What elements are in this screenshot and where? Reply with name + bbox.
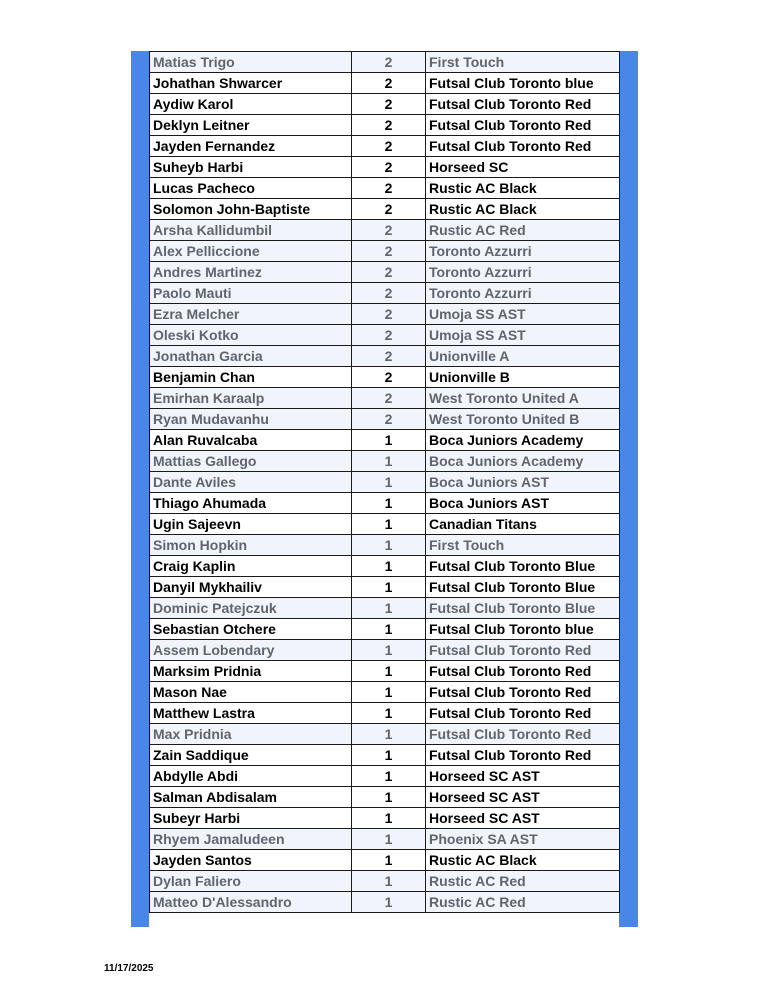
club-cell: Toronto Azzurri [426, 283, 620, 304]
player-name-cell: Matias Trigo [150, 52, 352, 73]
table-row [150, 304, 620, 325]
count-cell: 2 [352, 283, 426, 304]
count-cell: 2 [352, 304, 426, 325]
club-cell: West Toronto United A [426, 388, 620, 409]
count-cell: 1 [352, 577, 426, 598]
count-cell: 1 [352, 640, 426, 661]
club-cell: Toronto Azzurri [426, 262, 620, 283]
club-cell: Phoenix SA AST [426, 829, 620, 850]
table-row [150, 115, 620, 136]
club-cell: Futsal Club Toronto Red [426, 136, 620, 157]
club-cell: Rustic AC Red [426, 871, 620, 892]
table-row [150, 346, 620, 367]
table-row [150, 745, 620, 766]
table-row [150, 136, 620, 157]
table-row [150, 535, 620, 556]
count-cell: 1 [352, 766, 426, 787]
count-cell: 1 [352, 808, 426, 829]
count-cell: 1 [352, 451, 426, 472]
player-name-cell: Zain Saddique [150, 745, 352, 766]
player-name-cell: Matteo D'Alessandro [150, 892, 352, 913]
table-row [150, 325, 620, 346]
table-row [150, 598, 620, 619]
count-cell: 1 [352, 556, 426, 577]
player-name-cell: Deklyn Leitner [150, 115, 352, 136]
player-name-cell: Mattias Gallego [150, 451, 352, 472]
count-cell: 1 [352, 535, 426, 556]
count-cell: 2 [352, 136, 426, 157]
count-cell: 1 [352, 619, 426, 640]
count-cell: 2 [352, 262, 426, 283]
table-row [150, 157, 620, 178]
club-cell: Futsal Club Toronto Blue [426, 598, 620, 619]
player-name-cell: Lucas Pacheco [150, 178, 352, 199]
count-cell: 1 [352, 724, 426, 745]
count-cell: 2 [352, 409, 426, 430]
club-cell: Futsal Club Toronto blue [426, 73, 620, 94]
club-cell: Futsal Club Toronto Red [426, 745, 620, 766]
table-row [150, 94, 620, 115]
count-cell: 1 [352, 745, 426, 766]
player-name-cell: Max Pridnia [150, 724, 352, 745]
player-roster-table [149, 51, 620, 913]
count-cell: 2 [352, 178, 426, 199]
player-name-cell: Oleski Kotko [150, 325, 352, 346]
table-row [150, 619, 620, 640]
table-row [150, 577, 620, 598]
table-row [150, 178, 620, 199]
count-cell: 1 [352, 430, 426, 451]
count-cell: 1 [352, 787, 426, 808]
player-name-cell: Jayden Santos [150, 850, 352, 871]
club-cell: Boca Juniors Academy [426, 451, 620, 472]
table-row [150, 724, 620, 745]
player-name-cell: Abdylle Abdi [150, 766, 352, 787]
count-cell: 1 [352, 598, 426, 619]
count-cell: 2 [352, 220, 426, 241]
count-cell: 1 [352, 493, 426, 514]
club-cell: First Touch [426, 535, 620, 556]
player-name-cell: Matthew Lastra [150, 703, 352, 724]
club-cell: Horseed SC AST [426, 787, 620, 808]
player-name-cell: Dante Aviles [150, 472, 352, 493]
player-name-cell: Jonathan Garcia [150, 346, 352, 367]
table-row [150, 283, 620, 304]
count-cell: 1 [352, 829, 426, 850]
table-row [150, 73, 620, 94]
table-row [150, 199, 620, 220]
count-cell: 1 [352, 850, 426, 871]
club-cell: First Touch [426, 52, 620, 73]
club-cell: Futsal Club Toronto Red [426, 661, 620, 682]
club-cell: Futsal Club Toronto Red [426, 640, 620, 661]
player-name-cell: Emirhan Karaalp [150, 388, 352, 409]
table-row [150, 514, 620, 535]
player-name-cell: Jayden Fernandez [150, 136, 352, 157]
player-name-cell: Dominic Patejczuk [150, 598, 352, 619]
table-row [150, 829, 620, 850]
player-name-cell: Craig Kaplin [150, 556, 352, 577]
player-name-cell: Benjamin Chan [150, 367, 352, 388]
count-cell: 2 [352, 388, 426, 409]
player-name-cell: Ezra Melcher [150, 304, 352, 325]
count-cell: 2 [352, 241, 426, 262]
club-cell: Umoja SS AST [426, 304, 620, 325]
player-name-cell: Simon Hopkin [150, 535, 352, 556]
count-cell: 2 [352, 199, 426, 220]
club-cell: Canadian Titans [426, 514, 620, 535]
table-row [150, 808, 620, 829]
table-row [150, 430, 620, 451]
table-row [150, 493, 620, 514]
table-row [150, 892, 620, 913]
player-name-cell: Assem Lobendary [150, 640, 352, 661]
player-name-cell: Dylan Faliero [150, 871, 352, 892]
count-cell: 1 [352, 514, 426, 535]
player-name-cell: Alex Pelliccione [150, 241, 352, 262]
player-name-cell: Mason Nae [150, 682, 352, 703]
club-cell: Futsal Club Toronto Blue [426, 556, 620, 577]
count-cell: 1 [352, 871, 426, 892]
player-name-cell: Arsha Kallidumbil [150, 220, 352, 241]
left-blue-band [131, 51, 149, 927]
club-cell: Rustic AC Black [426, 199, 620, 220]
table-row [150, 556, 620, 577]
club-cell: Rustic AC Red [426, 892, 620, 913]
count-cell: 1 [352, 703, 426, 724]
count-cell: 2 [352, 94, 426, 115]
player-name-cell: Subeyr Harbi [150, 808, 352, 829]
table-row [150, 871, 620, 892]
club-cell: Futsal Club Toronto Red [426, 94, 620, 115]
club-cell: Rustic AC Black [426, 178, 620, 199]
club-cell: Horseed SC AST [426, 808, 620, 829]
table-row [150, 451, 620, 472]
club-cell: West Toronto United B [426, 409, 620, 430]
player-name-cell: Johathan Shwarcer [150, 73, 352, 94]
count-cell: 2 [352, 346, 426, 367]
roster-body [150, 52, 620, 913]
table-row [150, 640, 620, 661]
player-name-cell: Suheyb Harbi [150, 157, 352, 178]
count-cell: 1 [352, 682, 426, 703]
table-row [150, 850, 620, 871]
footer-date: 11/17/2025 [104, 963, 154, 974]
table-row [150, 262, 620, 283]
table-row [150, 220, 620, 241]
club-cell: Boca Juniors AST [426, 493, 620, 514]
count-cell: 2 [352, 115, 426, 136]
club-cell: Futsal Club Toronto blue [426, 619, 620, 640]
club-cell: Futsal Club Toronto Red [426, 115, 620, 136]
count-cell: 1 [352, 661, 426, 682]
club-cell: Umoja SS AST [426, 325, 620, 346]
player-name-cell: Ugin Sajeevn [150, 514, 352, 535]
club-cell: Futsal Club Toronto Red [426, 724, 620, 745]
count-cell: 2 [352, 73, 426, 94]
player-name-cell: Rhyem Jamaludeen [150, 829, 352, 850]
club-cell: Unionville A [426, 346, 620, 367]
player-name-cell: Danyil Mykhailiv [150, 577, 352, 598]
right-blue-band [619, 51, 638, 927]
table-row [150, 787, 620, 808]
player-name-cell: Sebastian Otchere [150, 619, 352, 640]
table-row [150, 241, 620, 262]
club-cell: Horseed SC AST [426, 766, 620, 787]
count-cell: 1 [352, 892, 426, 913]
player-name-cell: Andres Martinez [150, 262, 352, 283]
club-cell: Unionville B [426, 367, 620, 388]
table-row [150, 52, 620, 73]
club-cell: Rustic AC Black [426, 850, 620, 871]
count-cell: 2 [352, 52, 426, 73]
player-name-cell: Salman Abdisalam [150, 787, 352, 808]
count-cell: 2 [352, 367, 426, 388]
player-name-cell: Solomon John-Baptiste [150, 199, 352, 220]
player-name-cell: Aydiw Karol [150, 94, 352, 115]
player-name-cell: Alan Ruvalcaba [150, 430, 352, 451]
table-row [150, 367, 620, 388]
player-name-cell: Ryan Mudavanhu [150, 409, 352, 430]
table-row [150, 472, 620, 493]
count-cell: 2 [352, 157, 426, 178]
club-cell: Futsal Club Toronto Red [426, 703, 620, 724]
player-name-cell: Paolo Mauti [150, 283, 352, 304]
club-cell: Futsal Club Toronto Red [426, 682, 620, 703]
count-cell: 2 [352, 325, 426, 346]
table-row [150, 409, 620, 430]
player-name-cell: Marksim Pridnia [150, 661, 352, 682]
club-cell: Horseed SC [426, 157, 620, 178]
player-name-cell: Thiago Ahumada [150, 493, 352, 514]
club-cell: Rustic AC Red [426, 220, 620, 241]
club-cell: Boca Juniors AST [426, 472, 620, 493]
table-row [150, 661, 620, 682]
count-cell: 1 [352, 472, 426, 493]
club-cell: Toronto Azzurri [426, 241, 620, 262]
club-cell: Futsal Club Toronto Blue [426, 577, 620, 598]
table-row [150, 682, 620, 703]
table-row [150, 703, 620, 724]
table-row [150, 766, 620, 787]
table-row [150, 388, 620, 409]
club-cell: Boca Juniors Academy [426, 430, 620, 451]
